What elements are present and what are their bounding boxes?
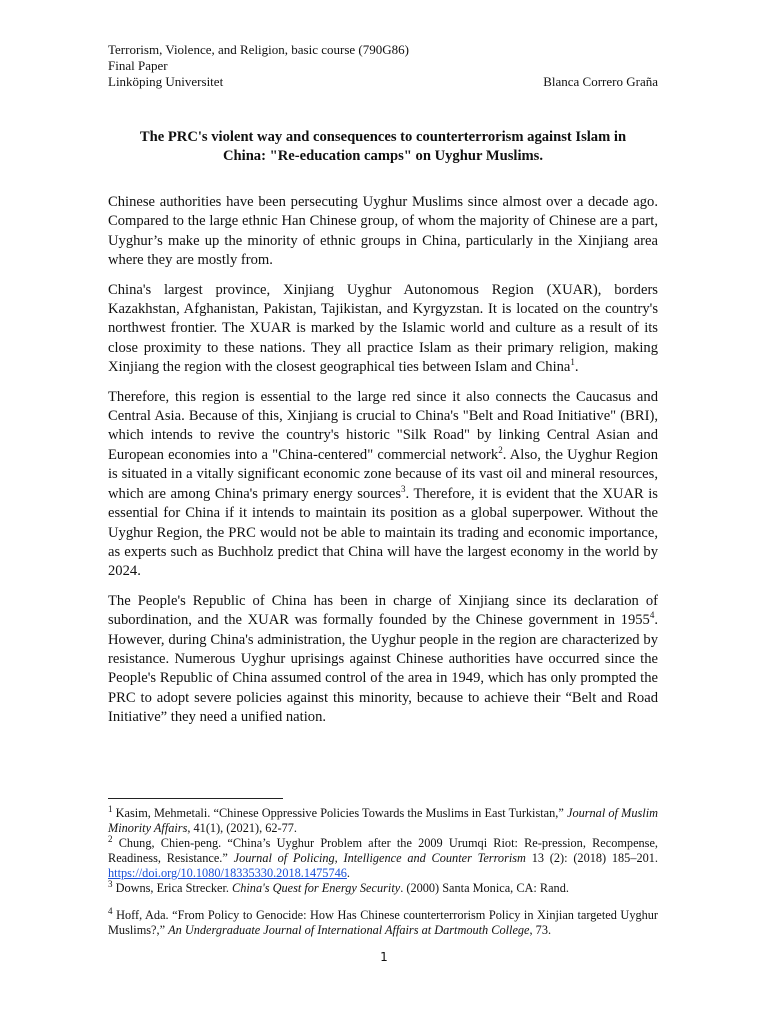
paragraph-history: The People's Republic of China has been in charge of Xinjiang since its declaration of subordination, and the XUAR was formally founded by the Chinese government in 1955$^4$. However, during China's administration, the Uyghur people in the region are characterized by resistance. Numerous Uyghur uprisings against Chinese authorities have occurred since the People's Republic of China assumed control of the area in 1949, which has only prompted the PRC to adopt severe policies against this minority, because to achieve their “Belt and Road Initiative” they need a unified nation. — [108, 592, 658, 726]
body-text — [108, 193, 658, 728]
title-line-1: The PRC's violent way and consequences to counterterrorism against Islam in — [139, 129, 627, 145]
author-name: Blanca Correro Graña — [543, 74, 658, 89]
paragraph-intro: Chinese authorities have been persecuting Uyghur Muslims since almost over a decade ago. Compared to the large ethnic Han Chinese group, of whom the majority of Chinese are a part, Uyghur’s make up the minority of ethnic groups in China, particularly in the Xinjiang area where they are mostly from. — [108, 194, 658, 269]
footnotes — [108, 803, 659, 938]
paragraph-geography: China's largest province, Xinjiang Uyghur Autonomous Region (XUAR), borders Kazakhstan, Afghanistan, Pakistan, Tajikistan, and Kyrgyzstan. It is located on the country's northwest frontier. The XUAR is marked by the Islamic world and culture as a result of its close proximity to these nations. They all practice Islam as their primary religion, making Xinjiang the region with the closest geographical ties between Islam and China$^1$. — [108, 281, 658, 376]
university-name: Linköping Universitet — [108, 74, 224, 89]
doi-link[interactable]: https://doi.org/10.1080/18335330.2018.1475746 — [108, 866, 347, 880]
paragraph-bri: Therefore, this region is essential to the large red since it also connects the Caucasus and Central Asia. Because of this, Xinjiang is crucial to China's "Belt and Road Initiative" (BRI), which intends to revive the country's historic "Silk Road" by linking Central Asian and European economies into a "China-centered" commercial network$^2$. Also, the Uyghur Region is situated in a vitally significant economic zone because of its vast oil and mineral resources, which are among China's primary energy sources$^3$. Therefore, it is evident that the XUAR is essential for China if it intends to maintain its position as a global superpower. Without the Uyghur Region, the PRC would not be able to maintain its trading and economic importance, as experts such as Buchholz predict that China will have the largest economy in the world by 2024. — [108, 388, 658, 580]
page-number: 1 — [380, 950, 388, 964]
footnote-3: $^3$ Downs, Erica Strecker. China's Quest for Energy Security. (2000) Santa Monica, CA: Rand. — [108, 878, 569, 895]
footnote-2: $^2$ Chung, Chien-peng. “China’s Uyghur Problem after the 2009 Urumqi Riot: Re-pression, Recompense, Readiness, Resistance.” Journal of Policing, Intelligence and Counter Terrorism 13 (2): (2018) 185–201. https://doi.org/10.1080/18335330.2018.1475746. — [108, 833, 658, 880]
footnote-separator — [108, 798, 283, 799]
course-line: Terrorism, Violence, and Religion, basic course (790G86) — [108, 42, 409, 57]
title-line-2: China: "Re-education camps" on Uyghur Muslims. — [222, 148, 543, 164]
footnote-1: $^1$ Kasim, Mehmetali. “Chinese Oppressive Policies Towards the Muslims in East Turkistan,” Journal of Muslim Minority Affairs, 41(1), (2021), 62-77. — [108, 803, 659, 835]
footnote-ref-2[interactable]: 2 — [498, 445, 503, 456]
document-page — [108, 42, 658, 738]
footnote-ref-1[interactable]: 1 — [570, 357, 575, 368]
document-header — [108, 42, 658, 90]
footnote-ref-3[interactable]: 3 — [401, 483, 406, 494]
paper-title — [108, 128, 658, 166]
footnote-4: $^4$ Hoff, Ada. “From Policy to Genocide: How Has Chinese counterterrorism Policy in Xinjian targeted Uyghur Muslims?,” An Undergraduate Journal of International Affairs at Dartmouth College, 73. — [108, 905, 659, 937]
paper-type-line: Final Paper — [108, 58, 168, 73]
footnote-ref-4[interactable]: 4 — [649, 610, 655, 621]
university-author-row — [108, 74, 658, 90]
